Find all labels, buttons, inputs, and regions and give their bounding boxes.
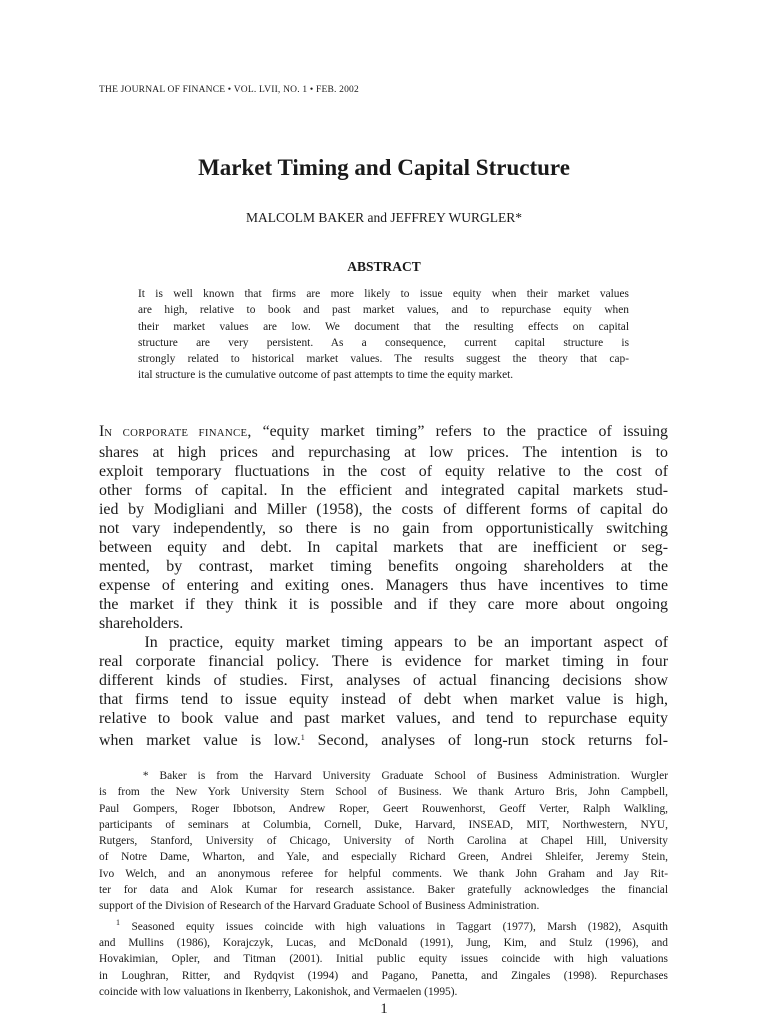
footnote-1-line: coincide with low valuations in Ikenberry, Lakonishok, and Vermaelen (1995). — [99, 985, 458, 998]
drop-letter: I — [99, 423, 105, 440]
body-first-line — [99, 422, 668, 443]
body-line: shareholders. — [99, 615, 184, 632]
abstract-line: are high, relative to book and past market values, and to repurchase equity when — [138, 304, 629, 317]
abstract-line: their market values are low. We document that the resulting effects on capital — [138, 320, 629, 333]
running-head: THE JOURNAL OF FINANCE • VOL. LVII, NO. 1 • FEB. 2002 — [99, 85, 359, 95]
body-text: Second, analyses of long-run stock returns fol- — [304, 732, 669, 749]
abstract-line: ital structure is the cumulative outcome of past attempts to time the equity market. — [138, 369, 514, 382]
footnote-star-line: of Notre Dame, Wharton, and Yale, and especially Richard Green, Andrei Shleifer, Jeremy Stein, — [99, 851, 668, 864]
footnote-star-line: is from the New York University Stern School of Business. We thank Arturo Bris, John Campbell, — [99, 786, 668, 799]
body-line: other forms of capital. In the efficient and integrated capital markets stud- — [99, 482, 668, 499]
footnote-1-line: in Loughran, Ritter, and Rydqvist (1994) and Pagano, Panetta, and Zingales (1998). Repurchases — [99, 969, 668, 982]
smallcaps-lead: N CORPORATE FINANCE — [104, 427, 248, 439]
paper-title: Market Timing and Capital Structure — [198, 155, 570, 180]
body-line: that firms tend to issue equity instead of debt when market value is high, — [99, 691, 668, 708]
abstract-body — [138, 286, 629, 384]
footnotes — [99, 768, 668, 1000]
author-line: MALCOLM BAKER and JEFFREY WURGLER* — [245, 210, 522, 225]
footnote-1-line: Hovakimian, Opler, and Titman (2001). Initial public equity issues coincide with high valuations — [99, 953, 668, 966]
abstract-line: strongly related to historical market values. The results suggest the theory that cap- — [138, 353, 629, 366]
body-line: relative to book value and past market values, and tend to repurchase equity — [99, 710, 668, 727]
footnote-star-line: Ivo Welch, and an anonymous referee for helpful comments. We thank John Graham and Jay Rit- — [99, 867, 668, 880]
main-body-text — [99, 422, 668, 750]
body-line: exploit temporary fluctuations in the cost of equity relative to the cost of — [99, 463, 668, 480]
abstract-line: It is well known that firms are more likely to issue equity when their market values — [138, 288, 629, 300]
body-line: different kinds of studies. First, analyses of actual financing decisions show — [99, 672, 668, 689]
footnote-ref-1: 1 — [300, 733, 305, 742]
body-line: mented, by contrast, market timing benefits ongoing shareholders at the — [99, 558, 668, 575]
body-line: expense of entering and exiting ones. Managers thus have incentives to time — [99, 577, 668, 594]
body-line: the market if they think it is possible and if they care more about ongoing — [99, 596, 668, 613]
footnote-star-line: Paul Gompers, Roger Ibbotson, Andrew Roper, Geert Rouwenhorst, Geoff Verter, Ralph Walkling, — [99, 802, 668, 815]
footnote-star-line: * Baker is from the Harvard University Graduate School of Business Administration. Wurgler — [99, 770, 668, 782]
footnote-star-line: support of the Division of Research of the Harvard Graduate School of Business Administration. — [99, 900, 540, 913]
footnote-star-line: participants of seminars at Columbia, Cornell, Duke, Harvard, INSEAD, MIT, Northwestern, NYU, — [99, 818, 668, 831]
footnote-1-first-line — [99, 915, 668, 935]
first-line-rest: , “equity market timing” refers to the practice of issuing — [247, 423, 668, 440]
footnote-star-line: Rutgers, Stanford, University of Chicago, University of North Carolina at Chapel Hill, University — [99, 835, 668, 848]
abstract-line: structure are very persistent. As a consequence, current capital structure is — [138, 336, 629, 349]
page-number: 1 — [380, 1001, 388, 1017]
body-text: when market value is low. — [99, 732, 301, 749]
footnote-text: Seasoned equity issues coincide with high valuations in Taggart (1977), Marsh (1982), Asquith — [120, 920, 668, 933]
footnote-star-line: ter for data and Alok Kumar for research assistance. Baker gratefully acknowledges the financial — [99, 884, 668, 897]
body-line: ied by Modigliani and Miller (1958), the costs of different forms of capital do — [99, 501, 668, 518]
body-line: In practice, equity market timing appears to be an important aspect of — [99, 634, 668, 651]
body-last-line — [99, 728, 668, 750]
body-line: real corporate financial policy. There is evidence for market timing in four — [99, 653, 668, 670]
body-line: not vary independently, so there is no gain from opportunistically switching — [99, 520, 668, 537]
body-line: between equity and debt. In capital markets that are inefficient or seg- — [99, 539, 668, 556]
footnote-1-marker: 1 — [116, 917, 120, 927]
abstract-heading: ABSTRACT — [347, 259, 421, 274]
body-line: shares at high prices and repurchasing at low prices. The intention is to — [99, 444, 668, 461]
footnote-1-line: and Mullins (1986), Korajczyk, Lucas, and McDonald (1991), Jung, Kim, and Stulz (1996), and — [99, 936, 668, 949]
